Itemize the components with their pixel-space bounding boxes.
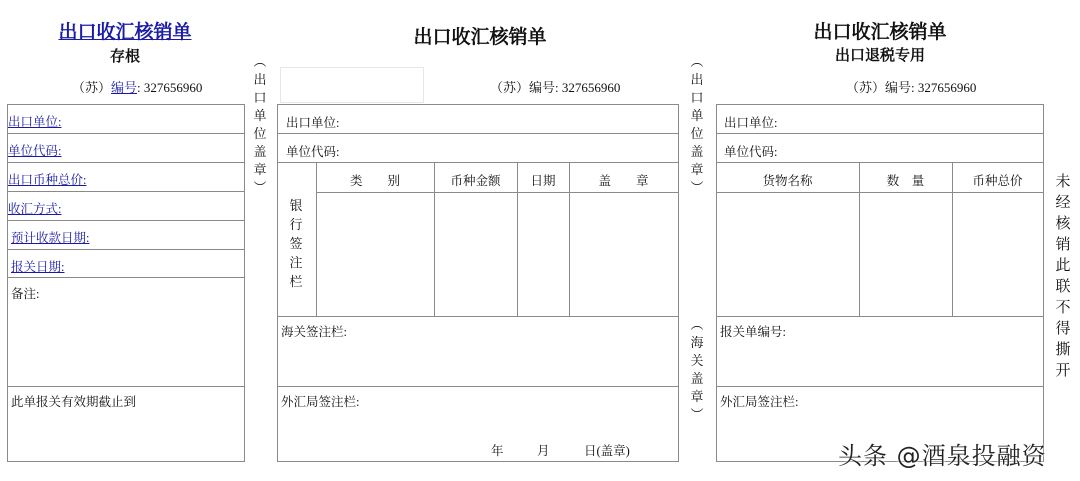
customs-stamp-label: ︵ 海 关 盖 章 ︶ xyxy=(690,317,704,422)
goods-header-quantity: 数 量 xyxy=(886,174,925,188)
date-month-label: 月 xyxy=(537,444,550,458)
stub-serial xyxy=(72,77,202,96)
exporter-stamp-label-1: ︵ 出 口 单 位 盖 章 ︶ xyxy=(253,54,267,195)
stub-field-declaration-date[interactable]: 报关日期: xyxy=(11,260,65,274)
serial-prefix: （苏） xyxy=(72,80,112,95)
refund-subtitle: 出口退税专用 xyxy=(834,48,925,64)
date-year-label: 年 xyxy=(491,444,504,458)
bank-section-label: 银 行 签 注 栏 xyxy=(289,198,303,289)
tear-warning-label: 未 经 核 销 此 联 不 得 撕 开 xyxy=(1055,174,1071,379)
bank-header-category: 类 别 xyxy=(349,174,400,188)
customs-note-label: 海关签注栏: xyxy=(281,325,347,339)
stub-title[interactable]: 出口收汇核销单 xyxy=(58,22,192,43)
main-exporter-label: 出口单位: xyxy=(286,116,340,130)
date-day-stamp-label: 日(盖章) xyxy=(584,444,630,458)
serial-label-link[interactable]: 编号 xyxy=(111,80,138,95)
stub-field-unit-code[interactable]: 单位代码: xyxy=(8,144,62,158)
stamp-placeholder-box xyxy=(280,67,424,103)
stub-remarks-label: 备注: xyxy=(11,287,40,301)
refund-exporter-label: 出口单位: xyxy=(724,116,778,130)
watermark-text: 头条 @酒泉投融资 xyxy=(838,442,1047,470)
bank-header-stamp: 盖 章 xyxy=(598,174,649,188)
refund-forex-note-label: 外汇局签注栏: xyxy=(720,395,799,409)
serial-colon: : xyxy=(137,80,141,95)
main-title: 出口收汇核销单 xyxy=(413,27,547,48)
refund-serial: （苏）编号: 327656960 xyxy=(846,80,977,95)
stub-validity-label: 此单报关有效期截止到 xyxy=(11,395,137,409)
stub-field-total-price[interactable]: 出口币种总价: xyxy=(8,173,87,187)
stub-subtitle: 存根 xyxy=(109,49,140,65)
main-serial: （苏）编号: 327656960 xyxy=(490,80,621,95)
serial-number: 327656960 xyxy=(143,80,203,95)
stub-field-payment-method[interactable]: 收汇方式: xyxy=(8,202,62,216)
bank-header-amount: 币种金额 xyxy=(450,174,501,188)
main-unit-code-label: 单位代码: xyxy=(286,145,340,159)
bank-header-date: 日期 xyxy=(530,174,556,188)
refund-unit-code-label: 单位代码: xyxy=(724,145,778,159)
declaration-number-label: 报关单编号: xyxy=(720,325,786,339)
stub-field-expected-date[interactable]: 预计收款日期: xyxy=(11,231,90,245)
goods-header-total-price: 币种总价 xyxy=(972,174,1023,188)
refund-title: 出口收汇核销单 xyxy=(813,22,947,43)
forex-note-label: 外汇局签注栏: xyxy=(281,395,360,409)
exporter-stamp-label-2: ︵ 出 口 单 位 盖 章 ︶ xyxy=(690,54,704,195)
goods-header-name: 货物名称 xyxy=(762,174,813,188)
stub-field-exporter[interactable]: 出口单位: xyxy=(8,115,62,129)
